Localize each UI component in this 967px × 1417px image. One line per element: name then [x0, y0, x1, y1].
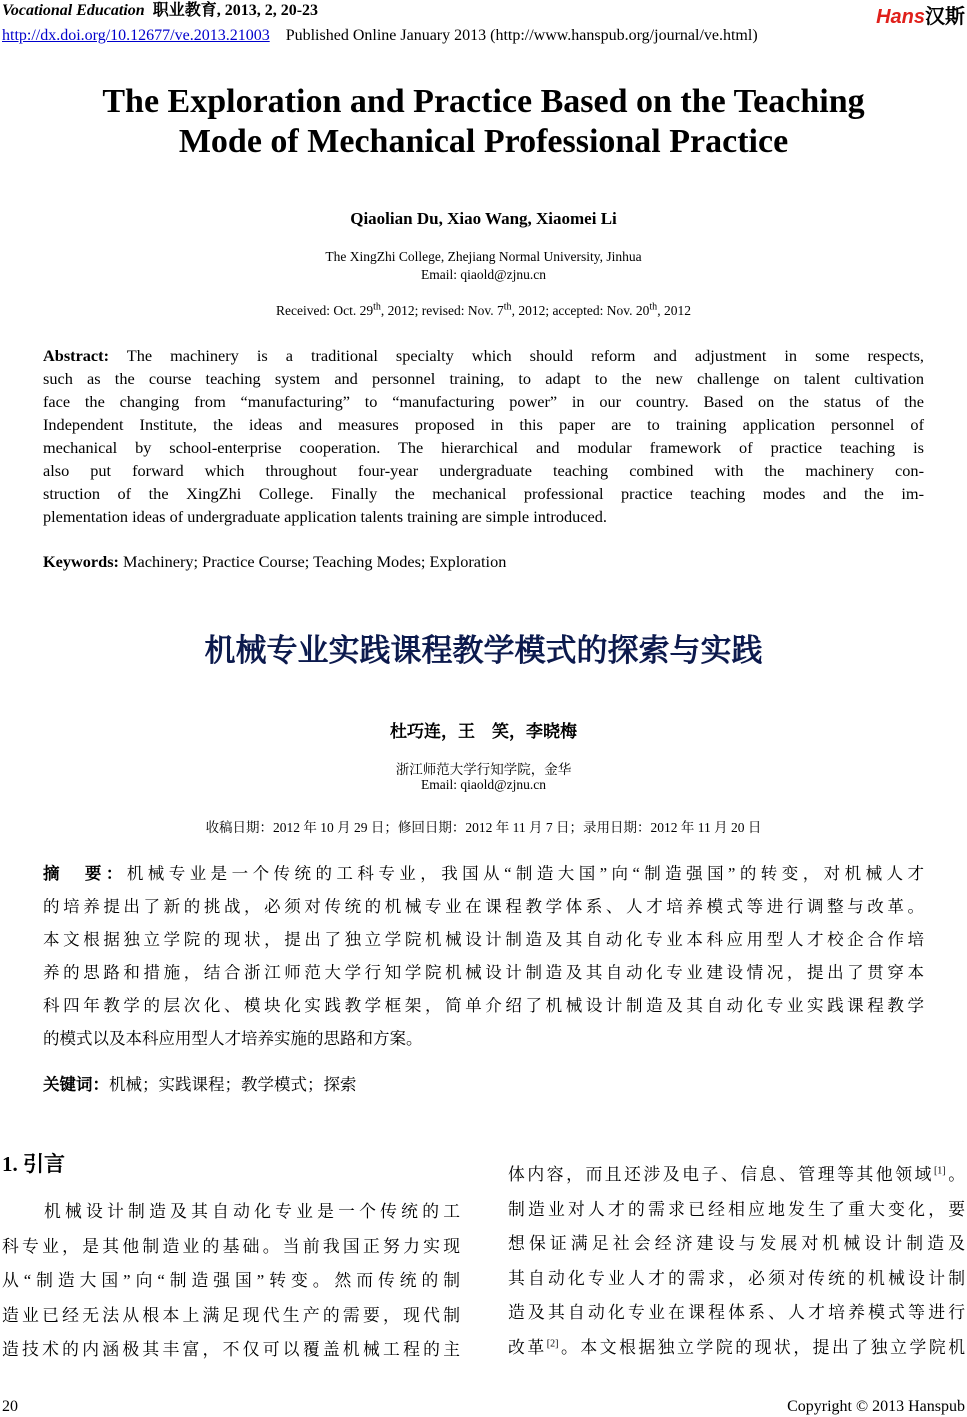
- section-heading: 1. 引言: [2, 1152, 65, 1176]
- page-number: 20: [2, 1398, 18, 1415]
- abstract-line: plementation ideas of undergraduate application talents training are simple introduced.: [43, 507, 607, 526]
- citation-ref[interactable]: [2]: [546, 1337, 559, 1349]
- cn-abstract-line: 的培养提出了新的挑战，必须对传统的机械专业在课程教学体系、人才培养模式等进行调整与改革。: [43, 897, 924, 916]
- cn-abstract-line: 的模式以及本科应用型人才培养实施的思路和方案。: [43, 1029, 423, 1048]
- body-line: 科专业，是其他制造业的基础。当前我国正努力实现: [2, 1236, 460, 1256]
- doi-link[interactable]: http://dx.doi.org/10.12677/ve.2013.21003: [2, 27, 270, 44]
- cn-affiliation: 浙江师范大学行知学院，金华: [395, 762, 572, 777]
- abstract-line: Independent Institute, the ideas and measures proposed in this paper are to training application personnel of: [43, 415, 924, 434]
- logo-cn: 汉斯: [925, 6, 965, 28]
- body-line: 制造业对人才的需求已经相应地发生了重大变化，要: [508, 1199, 965, 1219]
- right-column: 体内容，而且还涉及电子、信息、管理等其他领域[1]。 制造业对人才的需求已经相应地发生了重大变化，要 想保证满足社会经济建设与发展对机械设计制造及 其自动化专业人才的需求，必须对传统的机械设计制 造及其自动化专业在课程体系、人才培养模式等进行 改革[2]。本文根据独立学院的现状，提出了独立学院机: [508, 1165, 965, 1357]
- journal-header: [2, 2, 318, 20]
- cn-abstract-line: 科四年教学的层次化、模块化实践教学框架，简单介绍了机械设计制造及其自动化专业实践课程教学: [43, 996, 924, 1015]
- body-line: 造及其自动化专业在课程体系、人才培养模式等进行: [508, 1303, 965, 1322]
- body-line: 其自动化专业人才的需求，必须对传统的机械设计制: [508, 1268, 965, 1288]
- cn-email: Email: qiaold@zjnu.cn: [421, 777, 546, 792]
- title-line: The Exploration and Practice Based on the Teaching: [102, 83, 865, 120]
- left-column: [2, 1195, 460, 1368]
- cn-abstract-label: 摘 要：: [43, 864, 127, 883]
- title-line: Mode of Mechanical Professional Practice: [178, 123, 789, 160]
- abstract-line: struction of the XingZhi College. Finally the mechanical professional practice teaching modes and the im-: [43, 484, 924, 503]
- published-note: Published Online January 2013 (http://www.hanspub.org/journal/ve.html): [285, 27, 758, 44]
- cn-title: 机械专业实践课程教学模式的探索与实践: [204, 633, 763, 669]
- email: Email: qiaold@zjnu.cn: [421, 267, 546, 282]
- paper-title: [0, 82, 967, 162]
- cn-abstract-line: 本文根据独立学院的现状，提出了独立学院机械设计制造及其自动化专业本科应用型人才校企合作培: [43, 930, 924, 949]
- abstract-line: such as the course teaching system and personnel training, to adapt to the new challenge on talent cultivation: [43, 369, 924, 388]
- cn-dates: 收稿日期：2012 年 10 月 29 日；修回日期：2012 年 11 月 7 日；录用日期：2012 年 11 月 20 日: [205, 820, 762, 835]
- body-line: 想保证满足社会经济建设与发展对机械设计制造及: [508, 1234, 965, 1253]
- logo-en: Hans: [876, 6, 925, 28]
- abstract-line: mechanical by school-enterprise cooperation. The hierarchical and modular framework of practice teaching is: [43, 438, 924, 457]
- doi-line: [2, 27, 758, 45]
- cn-authors: 杜巧连，王 笑，李晓梅: [390, 722, 577, 741]
- affiliation: The XingZhi College, Zhejiang Normal University, Jinhua: [325, 249, 642, 264]
- abstract-line: also put forward which throughout four-year undergraduate teaching combined with the machinery con-: [43, 461, 924, 480]
- hanspub-logo: [876, 0, 965, 29]
- cn-abstract-line: 养的思路和措施，结合浙江师范大学行知学院机械设计制造及其自动化专业建设情况，提出了贯穿本: [43, 963, 924, 982]
- body-line: 造技术的内涵极其丰富，不仅可以覆盖机械工程的主: [2, 1340, 460, 1359]
- abstract: Abstract: The machinery is a traditional specialty which should reform and adjustment in some respects, such as the course teaching system and personnel training, to adapt to the new challenge on talent cultivation face the changing from “manufacturing” to “manufacturing power” in our country. Based on the status of the Independent Institute, the ideas and measures proposed in this paper are to training application personnel of mechanical by school-enterprise cooperation. The hierarchical and modular framework of practice teaching is also put forward which throughout four-year undergraduate teaching combined with the machinery con- struction of the XingZhi College. Finally the mechanical professional practice teaching modes and the im- plementation ideas of undergraduate application talents training are simple introduced. Keywords: Machinery; Practice Course; Teaching Modes; Exploration: [43, 346, 924, 571]
- abstract-line: face the changing from “manufacturing” to “manufacturing power” in our country. Based on the status of the: [43, 392, 924, 411]
- authors: Qiaolian Du, Xiao Wang, Xiaomei Li: [350, 209, 617, 228]
- received-dates: Received: Oct. 29th, 2012; revised: Nov. 7th, 2012; accepted: Nov. 20th, 2012: [276, 301, 691, 318]
- cn-keywords: 关键词：机械；实践课程；教学模式；探索: [43, 1075, 357, 1094]
- abstract-label: Abstract:: [43, 346, 110, 365]
- copyright: Copyright © 2013 Hanspub: [787, 1398, 965, 1415]
- body-line: 从“制造大国”向“制造强国”转变。然而传统的制: [2, 1271, 460, 1290]
- body-line: 机械设计制造及其自动化专业是一个传统的工: [2, 1202, 460, 1221]
- keywords: Keywords: Machinery; Practice Course; Teaching Modes; Exploration: [43, 552, 507, 571]
- cn-abstract: 摘 要：机械专业是一个传统的工科专业，我国从“制造大国”向“制造强国”的转变，对机械人才 的培养提出了新的挑战，必须对传统的机械专业在课程教学体系、人才培养模式等进行调整与改革。 本文根据独立学院的现状，提出了独立学院机械设计制造及其自动化专业本科应用型人才校企合作培 养的思路和措施，结合浙江师范大学行知学院机械设计制造及其自动化专业建设情况，提出了贯穿本 科四年教学的层次化、模块化实践教学框架，简单介绍了机械设计制造及其自动化专业实践课程教学 的模式以及本科应用型人才培养实施的思路和方案。 关键词：机械；实践课程；教学模式；探索: [43, 857, 924, 1101]
- journal-issue: 职业教育, 2013, 2, 20-23: [152, 2, 319, 19]
- body-line: 造业已经无法从根本上满足现代生产的需要，现代制: [2, 1305, 460, 1325]
- journal-name: Vocational Education: [2, 2, 145, 19]
- citation-ref[interactable]: [1]: [933, 1165, 946, 1177]
